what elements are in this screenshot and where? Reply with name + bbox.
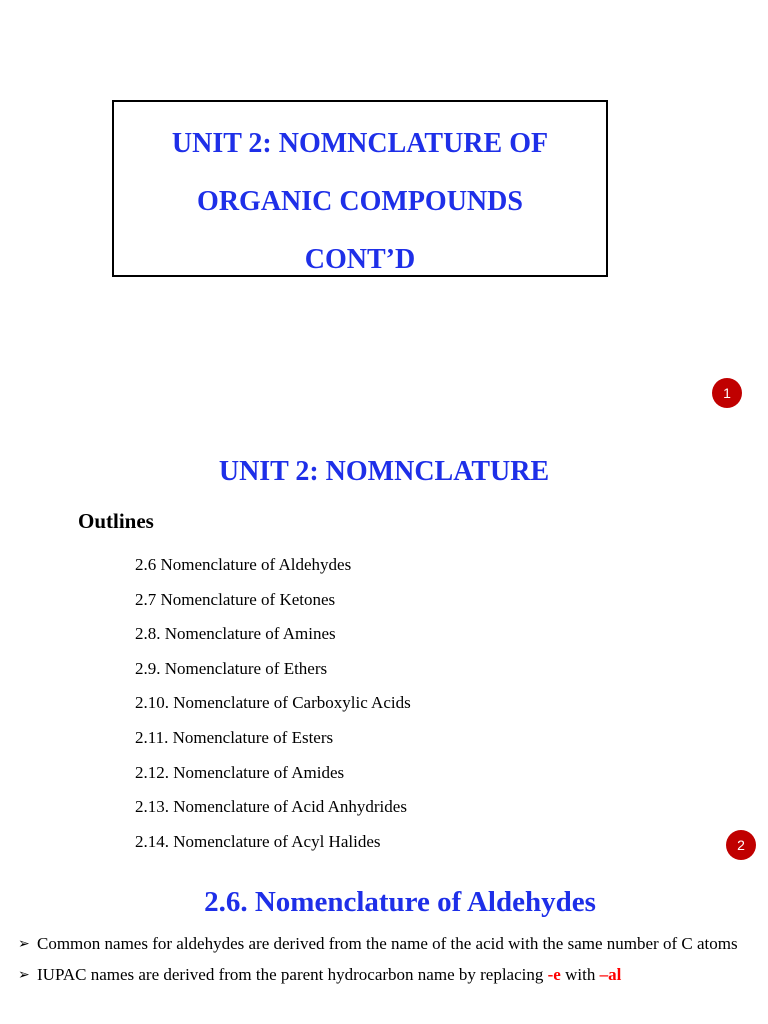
outline-item: 2.6 Nomenclature of Aldehydes: [135, 555, 352, 574]
outlines-label: Outlines: [78, 509, 154, 533]
title-line-2: ORGANIC COMPOUNDS: [197, 186, 523, 217]
bullet-text: IUPAC names are derived from the parent hydrocarbon name by replacing: [37, 965, 548, 984]
title-box: [112, 100, 608, 277]
bullet-text-mid: with: [560, 965, 600, 984]
page-number-badge-2: 2: [726, 830, 756, 860]
outline-item: 2.10. Nomenclature of Carboxylic Acids: [135, 693, 411, 713]
aldehydes-slide-title: 2.6. Nomenclature of Aldehydes: [204, 886, 596, 918]
arrow-bullet-icon: ➢: [18, 967, 30, 983]
bullet-common-names: [18, 933, 738, 955]
outline-item: 2.9. Nomenclature of Ethers: [135, 658, 328, 678]
outline-item: 2.14. Nomenclature of Acyl Halides: [135, 831, 381, 851]
outline-item: 2.7 Nomenclature of Ketones: [135, 589, 336, 609]
bullet-iupac-names: [18, 964, 738, 986]
arrow-bullet-icon: ➢: [18, 936, 30, 952]
outline-item: 2.13. Nomenclature of Acid Anhydrides: [135, 797, 407, 817]
outline-item: 2.8. Nomenclature of Amines: [135, 624, 336, 644]
page-number-badge-1: 1: [712, 378, 742, 408]
bullet-text: Common names for aldehydes are derived from the name of the acid with the same number of C atoms: [37, 934, 738, 953]
outline-list: [135, 554, 411, 865]
highlight-suffix-e: -e: [547, 965, 561, 984]
outline-item: 2.11. Nomenclature of Esters: [135, 727, 334, 747]
outline-slide-title: UNIT 2: NOMNCLATURE: [218, 456, 550, 487]
title-line-1: UNIT 2: NOMNCLATURE OF: [171, 128, 549, 159]
title-line-3: CONT’D: [304, 244, 416, 275]
highlight-suffix-al: –al: [599, 965, 622, 984]
outline-item: 2.12. Nomenclature of Amides: [135, 762, 345, 782]
aldehyde-bullets: [18, 933, 738, 995]
